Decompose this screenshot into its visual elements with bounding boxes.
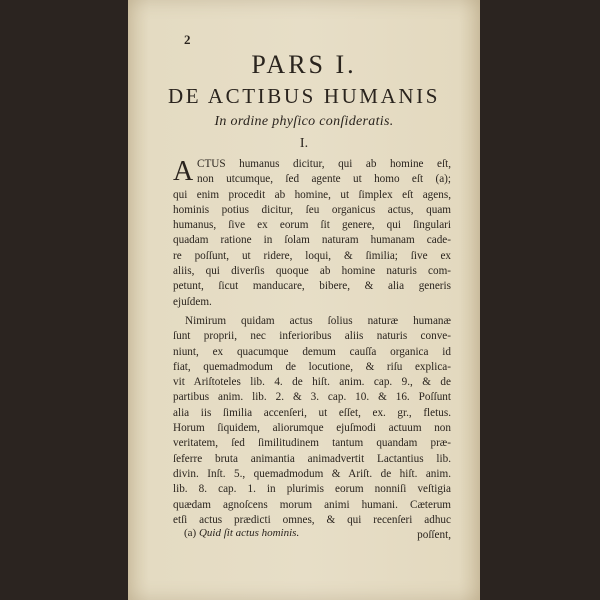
text-line: humanus, ſive ex eorum ſit genere, qui ſingulari xyxy=(173,219,451,232)
text-line: quadam ratione in ſolam naturam humanam cade- xyxy=(173,234,451,247)
text-line: Nimirum quidam actus ſolius naturæ humanæ xyxy=(185,314,451,327)
text-line: poſſent, xyxy=(417,529,451,542)
paragraph-1 xyxy=(173,157,451,310)
footnote xyxy=(184,527,299,539)
text-line: CTUS humanus dicitur, qui ab homine eſt, xyxy=(197,158,451,170)
text-line: quædam agnoſcens morum animi humani. Cæterum xyxy=(173,498,451,511)
page-number: 2 xyxy=(184,32,191,47)
text-line: non utcumque, ſed agente ut homo eſt (a); xyxy=(197,173,451,186)
text-line: fiat, quemadmodum de locutione, & riſu explica- xyxy=(173,360,451,373)
text-line: ſunt proprii, nec inferioribus aliis naturis conve- xyxy=(173,330,451,343)
body-text xyxy=(173,157,451,543)
footnote-marker: (a) xyxy=(184,527,197,539)
paragraph-2 xyxy=(173,314,451,543)
footnote-text: Quid ſit actus hominis. xyxy=(198,527,300,539)
text-line: etſi actus prædicti omnes, & qui recenſeri adhuc xyxy=(173,513,451,526)
drop-cap: A xyxy=(173,156,194,187)
section-numeral: I. xyxy=(299,136,309,151)
text-line: hominis potius dicitur, ſeu organicus actus, quam xyxy=(173,203,451,216)
text-line: niunt, ex quacumque demum cauſſa organica id xyxy=(173,345,451,358)
text-line: divin. Inſt. 5., quemadmodum & Ariſt. de hiſt. anim. xyxy=(173,467,451,480)
text-line: qui enim procedit ab homine, ut ſimplex eſt agens, xyxy=(173,188,451,201)
text-line: petunt, ſicut manducare, bibere, & alia generis xyxy=(173,280,451,293)
text-line: partibus anim. lib. 2. & 3. cap. 10. & 16. Poſſunt xyxy=(173,391,451,404)
text-line: lib. 8. cap. 1. in plurimis eorum nonniſi veſtigia xyxy=(173,483,451,496)
text-line: alia iis ſimilia accenſeri, ut eſſet, ex. gr., fletus. xyxy=(173,406,451,419)
text-line: aliis, qui diverſis quoque ab homine naturis com- xyxy=(173,265,451,278)
text-line: Horum ſiquidem, aliorumque ejuſmodi actuum non xyxy=(173,422,451,435)
book-page xyxy=(128,0,480,600)
chapter-heading: DE ACTIBUS HUMANIS xyxy=(168,84,440,108)
text-line: ejuſdem. xyxy=(173,295,212,308)
chapter-subtitle: In ordine phyſico conſideratis. xyxy=(214,114,394,129)
text-line: ſeferre bruta animantia animadvertit Lactantius lib. xyxy=(173,452,451,465)
text-line: veritatem, ſed ſimilitudinem tantum quandam præ- xyxy=(173,437,451,450)
text-line: vit Ariſtoteles lib. 4. de hiſt. anim. cap. 9., & de xyxy=(173,376,451,389)
part-title: PARS I. xyxy=(251,50,357,79)
text-line: re poſſunt, ut ridere, loqui, & ſimilia; ſive ex xyxy=(173,249,451,262)
